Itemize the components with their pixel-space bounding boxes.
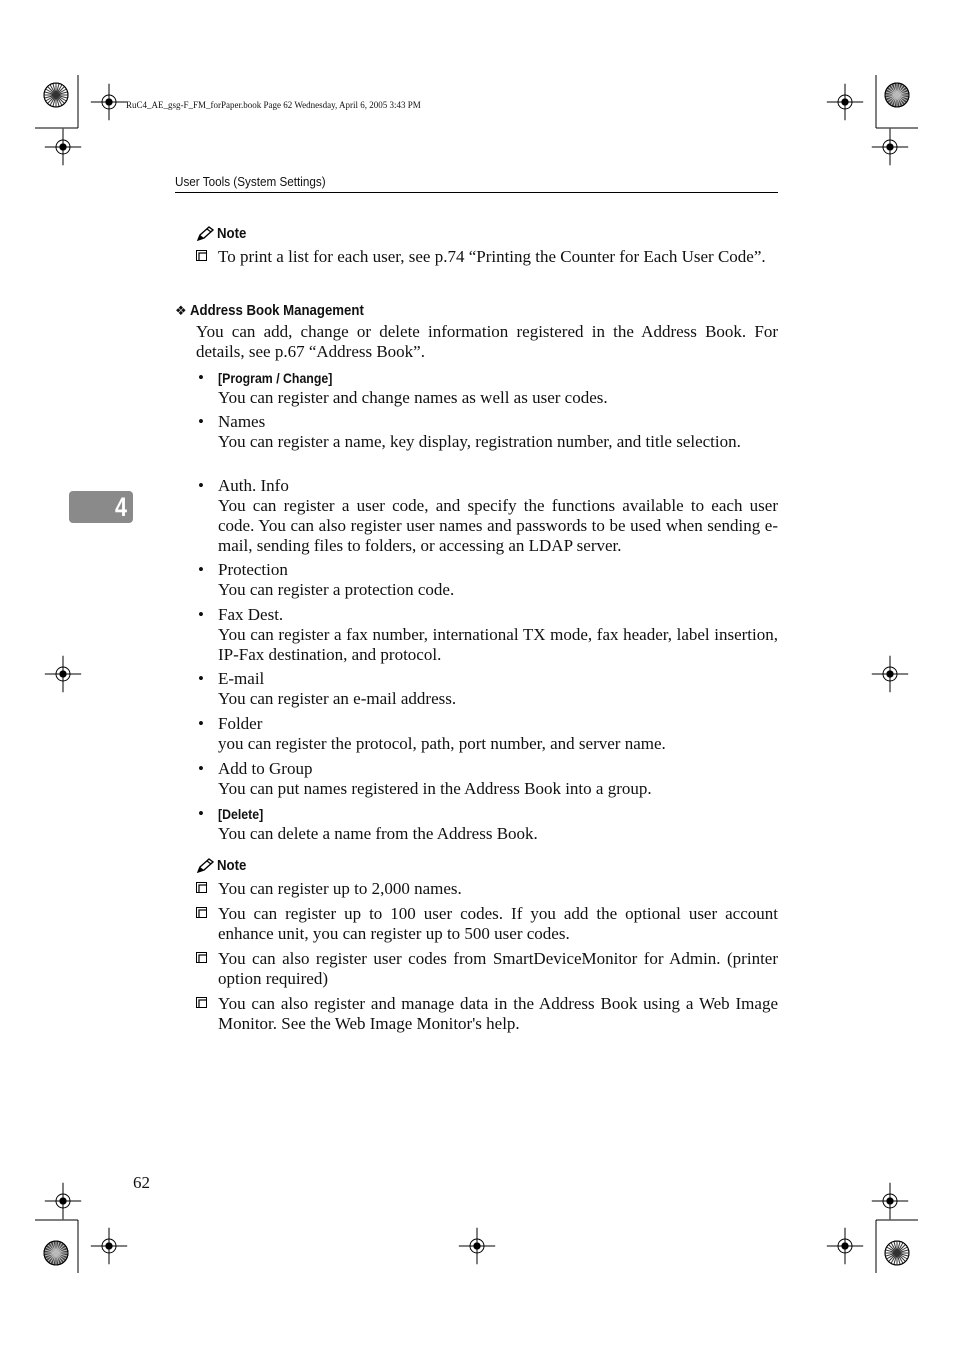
list-item-description: You can put names registered in the Address Book into a group.	[218, 779, 652, 798]
note-item-text: You can register up to 2,000 names.	[218, 879, 462, 898]
running-header	[175, 174, 778, 193]
list-item	[196, 714, 778, 754]
header-text: User Tools (System Settings)	[175, 174, 326, 189]
list-item-description: You can register an e-mail address.	[218, 689, 457, 708]
list-item-title: Auth. Info	[218, 476, 289, 495]
pencil-icon	[196, 226, 214, 242]
note-item	[196, 904, 778, 944]
section-intro: You can add, change or delete information registered in the Address Book. For details, see p.67 “Address Book”.	[196, 322, 778, 361]
note-label: Note	[217, 225, 247, 242]
list-item-title: Fax Dest.	[218, 605, 284, 624]
list-item-title: Add to Group	[218, 759, 313, 778]
list-item-description: You can register a user code, and specify the functions available to each user code. You can also register user names and passwords to be used when sending e-mail, sending files to folders, or accessing an LDAP server.	[218, 496, 778, 555]
section-title: Address Book Management	[190, 302, 365, 319]
bullet-icon: •	[198, 759, 204, 778]
list-item-body	[218, 759, 778, 799]
bullet-icon: •	[198, 669, 204, 688]
note-heading-2	[196, 857, 250, 874]
bullet-icon: •	[198, 804, 204, 823]
list-item-title: Names	[218, 412, 266, 431]
note-item-text: You can also register user codes from SmartDeviceMonitor for Admin. (printer option required)	[218, 949, 778, 988]
print-meta-line: RuC4_AE_gsg-F_FM_forPaper.book Page 62 Wednesday, April 6, 2005 3:43 PM	[126, 100, 421, 110]
list-item-body	[218, 412, 778, 452]
list-item	[196, 368, 778, 408]
list-item-body	[218, 560, 778, 600]
diamond-bullet-icon: ❖	[175, 304, 187, 319]
list-item-description: You can delete a name from the Address Book.	[218, 824, 538, 843]
checkbox-icon	[196, 997, 207, 1008]
bullet-icon: •	[198, 476, 204, 495]
bullet-icon: •	[198, 714, 204, 733]
note-item	[196, 949, 778, 989]
list-item	[196, 804, 778, 844]
chapter-number: 4	[114, 492, 127, 522]
bullet-icon: •	[198, 368, 204, 387]
list-item-body	[218, 804, 778, 844]
checkbox-icon	[196, 952, 207, 963]
list-item-description: You can register a protection code.	[218, 580, 455, 599]
list-item-body	[218, 368, 778, 408]
checkbox-icon	[196, 907, 207, 918]
note-item	[196, 879, 778, 899]
list-item-description: You can register a fax number, international TX mode, fax header, label insertion, IP-Fax destination, and protocol.	[218, 625, 778, 664]
note-item-text: To print a list for each user, see p.74 “Printing the Counter for Each User Code”.	[218, 247, 766, 266]
list-item-title: Protection	[218, 560, 288, 579]
list-item-body	[218, 714, 778, 754]
list-item-title: Folder	[218, 714, 263, 733]
list-item-title: [Delete]	[218, 806, 264, 822]
list-item-body	[218, 669, 778, 709]
note-item-text: You can also register and manage data in the Address Book using a Web Image Monitor. See the Web Image Monitor's help.	[218, 994, 778, 1033]
list-item	[196, 669, 778, 709]
list-item	[196, 560, 778, 600]
checkbox-icon	[196, 250, 207, 261]
list-item-description: you can register the protocol, path, port number, and server name.	[218, 734, 666, 753]
bullet-icon: •	[198, 560, 204, 579]
page-number: 62	[133, 1173, 150, 1192]
bullet-icon: •	[198, 605, 204, 624]
list-item-body	[218, 476, 778, 556]
list-item-title: [Program / Change]	[218, 370, 333, 386]
note-item	[196, 247, 778, 267]
checkbox-icon	[196, 882, 207, 893]
note-heading-1	[196, 225, 250, 242]
list-item-description: You can register a name, key display, registration number, and title selection.	[218, 432, 741, 451]
list-item-body	[218, 605, 778, 665]
list-item	[196, 476, 778, 556]
section-heading	[175, 302, 388, 321]
list-item	[196, 412, 778, 452]
note-label: Note	[217, 857, 247, 874]
list-item-title: E-mail	[218, 669, 265, 688]
list-item	[196, 605, 778, 665]
bullet-icon: •	[198, 412, 204, 431]
chapter-tab	[69, 491, 133, 523]
list-item-description: You can register and change names as well as user codes.	[218, 388, 608, 407]
pencil-icon	[196, 858, 214, 874]
note-item	[196, 994, 778, 1034]
note-item-text: You can register up to 100 user codes. If you add the optional user account enhance unit, you can register up to 500 user codes.	[218, 904, 778, 943]
list-item	[196, 759, 778, 799]
